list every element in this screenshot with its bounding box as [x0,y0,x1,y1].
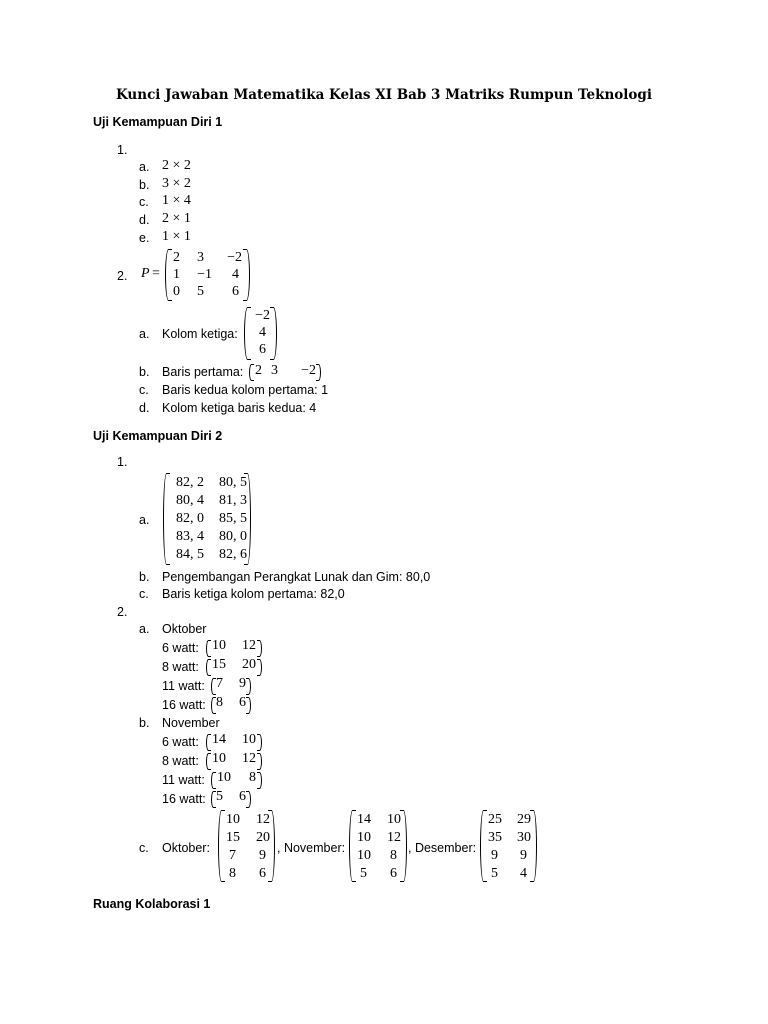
answer-value: 1 × 1 [162,229,191,244]
matrix-cell: 14 [212,732,226,747]
matrix-cell: 6 [259,866,266,881]
answer-text: Pengembangan Perangkat Lunak dan Gim: 80,0 [162,570,431,584]
matrix-cell: 12 [242,638,256,653]
month-label: November [162,716,220,730]
matrix-cell: 0 [173,284,180,299]
wattage-label: 11 watt: [162,773,205,787]
matrix-cell: 9 [259,848,266,863]
matrix-cell: 12 [242,751,256,766]
list-letter: c. [139,195,149,209]
page-title: Kunci Jawaban Matematika Kelas XI Bab 3 Matriks Rumpun Teknologi [116,87,652,103]
matrix-cell: 80, 4 [176,493,204,508]
matrix-cell: 15 [212,657,226,672]
right-paren [400,810,407,882]
list-letter: a. [139,327,150,341]
wattage-label: 16 watt: [162,792,206,806]
question-number: 2. [117,269,128,283]
list-letter: e. [139,231,150,245]
list-letter: b. [139,716,150,730]
matrix-cell: 6 [259,342,266,357]
matrix-cell: 8 [229,866,236,881]
matrix-cell: 2 [173,250,180,265]
right-paren [246,791,251,808]
right-paren [244,473,251,565]
right-paren [268,810,275,882]
matrix-label-november: , November: [277,841,346,855]
list-letter: a. [139,160,150,174]
question-number: 1. [117,455,128,469]
answer-text: Baris pertama: [162,365,244,379]
matrix-cell: 5 [360,866,367,881]
list-letter: a. [139,513,150,527]
matrix-cell: 5 [491,866,498,881]
matrix-cell: 10 [212,638,226,653]
matrix-cell: −2 [301,363,316,378]
right-paren [246,678,251,695]
matrix-cell: 15 [226,830,240,845]
answer-value: 1 × 4 [162,193,191,208]
list-letter: b. [139,178,150,192]
matrix-cell: 84, 5 [176,547,204,562]
matrix-cell: 10 [357,830,371,845]
right-paren [257,753,262,770]
answer-value: 2 × 2 [162,158,191,173]
matrix-cell: 10 [387,812,401,827]
matrix-cell: 6 [390,866,397,881]
matrix-cell: 7 [216,676,223,691]
list-letter: c. [139,841,149,855]
matrix-cell: 10 [357,848,371,863]
list-letter: c. [139,383,149,397]
wattage-label: 11 watt: [162,679,205,693]
list-letter: a. [139,622,150,636]
matrix-cell: 12 [387,830,401,845]
wattage-label: 6 watt: [162,641,199,655]
matrix-label-oktober: Oktober: [162,841,210,855]
right-paren [257,734,262,751]
matrix-cell: 3 [197,250,204,265]
right-paren [316,364,321,381]
matrix-cell: −1 [197,267,212,282]
right-paren [257,640,262,657]
matrix-cell: 85, 5 [219,511,247,526]
matrix-cell: 4 [520,866,527,881]
matrix-cell: 10 [242,732,256,747]
matrix-cell: 9 [491,848,498,863]
right-paren [243,249,250,301]
equals-sign: = [152,266,160,281]
matrix-cell: 9 [239,676,246,691]
matrix-cell: 35 [488,830,502,845]
question-number: 1. [117,143,128,157]
section-heading-3: Ruang Kolaborasi 1 [93,897,211,911]
matrix-cell: 7 [229,848,236,863]
answer-text: Kolom ketiga baris kedua: 4 [162,401,317,415]
matrix-cell: 14 [357,812,371,827]
matrix-cell: 30 [517,830,531,845]
list-letter: d. [139,401,150,415]
matrix-cell: 5 [197,284,204,299]
month-label: Oktober [162,622,207,636]
section-heading-2: Uji Kemampuan Diri 2 [93,429,223,443]
matrix-cell: 12 [256,812,270,827]
matrix-cell: 10 [212,751,226,766]
matrix-cell: 80, 5 [219,475,247,490]
matrix-cell: 10 [217,770,231,785]
answer-value: 2 × 1 [162,211,191,226]
wattage-label: 16 watt: [162,698,206,712]
matrix-cell: 6 [239,789,246,804]
answer-value: 3 × 2 [162,176,191,191]
matrix-cell: 9 [520,848,527,863]
matrix-cell: 25 [488,812,502,827]
wattage-label: 8 watt: [162,754,199,768]
matrix-label-desember: , Desember: [408,841,477,855]
answer-text: Baris ketiga kolom pertama: 82,0 [162,587,345,601]
matrix-variable: P [141,266,150,281]
matrix-cell: −2 [227,250,242,265]
right-paren [257,659,262,676]
matrix-cell: 80, 0 [219,529,247,544]
matrix-cell: 8 [249,770,256,785]
answer-text: Kolom ketiga: [162,327,238,341]
answer-text: Baris kedua kolom pertama: 1 [162,383,329,397]
matrix-cell: 2 [255,363,262,378]
wattage-label: 6 watt: [162,735,199,749]
right-paren [257,772,262,789]
matrix-cell: 82, 2 [176,475,204,490]
matrix-cell: 4 [259,325,266,340]
matrix-cell: 3 [271,363,278,378]
right-paren [246,697,251,714]
right-paren [270,307,277,360]
matrix-cell: 6 [232,284,239,299]
matrix-cell: 4 [232,267,239,282]
matrix-cell: 82, 6 [219,547,247,562]
matrix-cell: 5 [216,789,223,804]
matrix-cell: 8 [390,848,397,863]
matrix-cell: 83, 4 [176,529,204,544]
matrix-cell: 8 [216,695,223,710]
list-letter: b. [139,570,150,584]
matrix-cell: 20 [242,657,256,672]
matrix-cell: −2 [255,308,270,323]
wattage-label: 8 watt: [162,660,199,674]
list-letter: d. [139,213,150,227]
matrix-cell: 10 [226,812,240,827]
section-heading-1: Uji Kemampuan Diri 1 [93,115,223,129]
right-paren [530,810,537,882]
list-letter: b. [139,365,150,379]
matrix-cell: 82, 0 [176,511,204,526]
matrix-cell: 20 [256,830,270,845]
matrix-cell: 81, 3 [219,493,247,508]
list-letter: c. [139,587,149,601]
matrix-cell: 1 [173,267,180,282]
matrix-cell: 6 [239,695,246,710]
matrix-cell: 29 [517,812,531,827]
question-number: 2. [117,605,128,619]
